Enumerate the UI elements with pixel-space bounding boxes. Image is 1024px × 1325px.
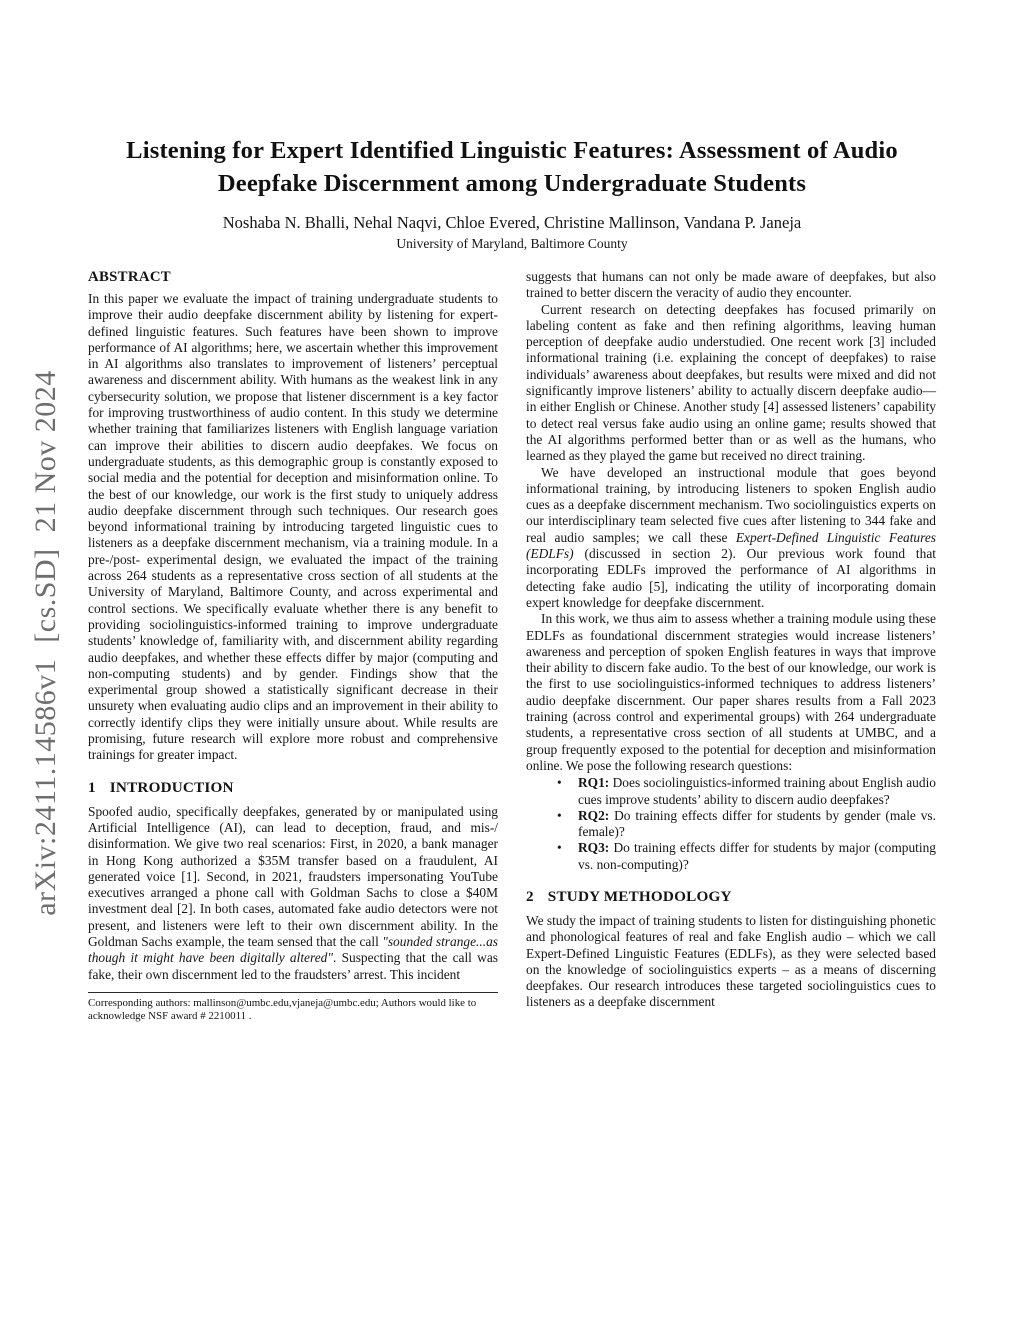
methodology-paragraph: We study the impact of training students to listen for distinguishing phonetic and phonological features of real and fake English audio – which we call Expert-Defined Linguistic Features (EDLFs), as they were selected based on the knowledge of sociolinguistics experts – as a means of discerning deepfakes. Our research introduces these targeted sociolinguistics cues to listeners as a deepfake discernment xyxy=(526,912,936,1010)
section-1-heading xyxy=(88,779,498,797)
section-2-number: 2 xyxy=(526,887,534,905)
column2-continuation-paragraph: suggests that humans can not only be made aware of deepfakes, but also trained to better discern the veracity of audio they encounter. xyxy=(526,269,936,301)
rq2-text: Do training effects differ for students by gender (male vs. female)? xyxy=(578,807,936,840)
section-2-heading xyxy=(526,888,936,906)
section-1-number: 1 xyxy=(88,778,96,796)
bullet-icon: • xyxy=(557,807,562,823)
bullet-icon: • xyxy=(557,775,562,791)
rq2-label: RQ2: xyxy=(578,807,610,823)
rq1-text: Does sociolinguistics-informed training about English audio cues improve students’ ability to discern audio deepfakes? xyxy=(578,775,936,807)
rq3-label: RQ3: xyxy=(578,840,610,856)
abstract-text: In this paper we evaluate the impact of training undergraduate students to improve their audio deepfake discernment ability by listening for expert-defined linguistic features. Such features have been shown to improve performance of AI algorithms; here, we ascertain whether this improvement in AI algorithms also translates to improvement of listeners’ perceptual awareness and discernment ability. With humans as the weakest link in any cybersecurity solution, we propose that listener discernment is a key factor for improving trustworthiness of audio content. In this study we determine whether training that familiarizes listeners with English language variation can improve their abilities to discern audio deepfakes. We focus on undergraduate students, as this demographic group is constantly exposed to social media and the potential for deception and misinformation online. To the best of our knowledge, our work is the first study to uniquely address audio deepfake discernment through such techniques. Our research goes beyond informational training by introducing targeted linguistic cues to listeners as a deepfake discernment mechanism, via a training module. In a pre-/post- experimental design, we evaluated the impact of the training across 264 students as a representative cross section of all students at the University of Maryland, Baltimore County, and across experimental and control sections. We specifically evaluate whether there is any benefit to providing sociolinguistics-informed training to improve undergraduate students’ knowledge of, familiarity with, and discernment ability regarding audio deepfakes, and whether these effects differ by major (computing and non-computing students) and by gender. Findings show that the experimental group showed a statistically significant decrease in their unsurety when evaluating audio clips and an improvement in their ability to correctly identify clips they were initially unsure about. While results are promising, future research will explore more robust and comprehensive trainings for greater impact. xyxy=(88,291,498,763)
footnote-text: Corresponding authors: mallinson@umbc.edu,vjaneja@umbc.edu; Authors would like to acknowledge NSF award # 2210011 . xyxy=(88,996,477,1023)
author-list: Noshaba N. Bhalli, Nehal Naqvi, Chloe Evered, Christine Mallinson, Vandana P. Janeja xyxy=(222,213,802,232)
section-1-title: INTRODUCTION xyxy=(109,778,234,796)
footnote xyxy=(88,992,498,1024)
footnote-rule xyxy=(88,992,498,993)
research-question-3 xyxy=(526,840,936,873)
section-2-title: STUDY METHODOLOGY xyxy=(547,887,732,905)
right-column xyxy=(526,269,936,1024)
column2-paragraph-instructional-module: We have developed an instructional module that goes beyond informational training, by introducing listeners to spoken English audio cues as a deepfake discernment mechanism. Two sociolinguistics experts on our interdisciplinary team selected five cues after listening to 344 fake and real audio samples; we call these Expert-Defined Linguistic Features (EDLFs) (discussed in section 2). Our previous work found that incorporating EDLFs improved the performance of AI algorithms in detecting fake audio [5], indicating the utility of incorporating domain expert knowledge for deepfake discernment. xyxy=(526,464,936,610)
affiliation: University of Maryland, Baltimore County xyxy=(396,236,628,251)
column2-paragraph-in-this-work: In this work, we thus aim to assess whether a training module using these EDLFs as foundational discernment strategies would increase listeners’ awareness and perception of spoken English features in ways that improve their ability to discern fake audio. To the best of our knowledge, our work is the first to use sociolinguistics-informed techniques to address listeners’ audio deepfake discernment. Our paper shares results from a Fall 2023 training (across control and experimental groups) with 264 undergraduate students, a representative cross section of all students at UMBC, and a group frequently exposed to the potential for deception and misinformation online. We pose the following research questions: xyxy=(526,611,936,773)
two-column-body xyxy=(88,269,936,1024)
introduction-paragraph: Spoofed audio, specifically deepfakes, generated by or manipulated using Artificial Intelligence (AI), can lead to deception, fraud, and mis-/ disinformation. We give two real scenarios: First, in 2020, a bank manager in Hong Kong authorized a $35M transfer based on a fraudulent, AI generated voice [1]. Second, in 2021, fraudsters impersonating YouTube executives arranged a phone call with Goldman Sachs to close a $40M investment deal [2]. In both cases, automated fake audio detectors were not present, and listeners were left to their own discernment ability. In the Goldman Sachs example, the team sensed that the call "sounded strange...as though it might have been digitally altered". Suspecting that the call was fake, their own discernment led to the fraudsters’ arrest. This incident xyxy=(88,803,498,982)
bullet-icon: • xyxy=(557,840,562,856)
rq3-text: Do training effects differ for students by major (computing vs. non-computing)? xyxy=(578,840,936,872)
paper-title: Listening for Expert Identified Linguistic Features: Assessment of Audio Deepfake Discernment among Undergraduate Students xyxy=(126,137,898,197)
column2-paragraph-current-research: Current research on detecting deepfakes has focused primarily on labeling content as fake and then refining algorithms, leaving human perception of deepfake audio understudied. One recent work [3] included informational training (i.e. explaining the concept of deepfakes) to raise individuals’ awareness about deepfakes, but results were mixed and did not significantly improve listeners’ ability to actually discern deepfake audio—in either English or Chinese. Another study [4] assessed listeners’ capability to detect real versus fake audio using an online game; results showed that the AI algorithms performed better than or as well as the humans, who learned as they played the game but received no direct training. xyxy=(526,301,936,464)
rq1-label: RQ1: xyxy=(578,775,610,791)
abstract-heading: ABSTRACT xyxy=(88,269,171,285)
arxiv-sidebar-label: arXiv:2411.14586v1 [cs.SD] 21 Nov 2024 xyxy=(29,370,62,916)
research-question-2 xyxy=(526,808,936,841)
paper-content xyxy=(88,134,936,1024)
left-column xyxy=(88,269,498,1024)
research-questions-list xyxy=(526,775,936,873)
research-question-1 xyxy=(526,775,936,808)
